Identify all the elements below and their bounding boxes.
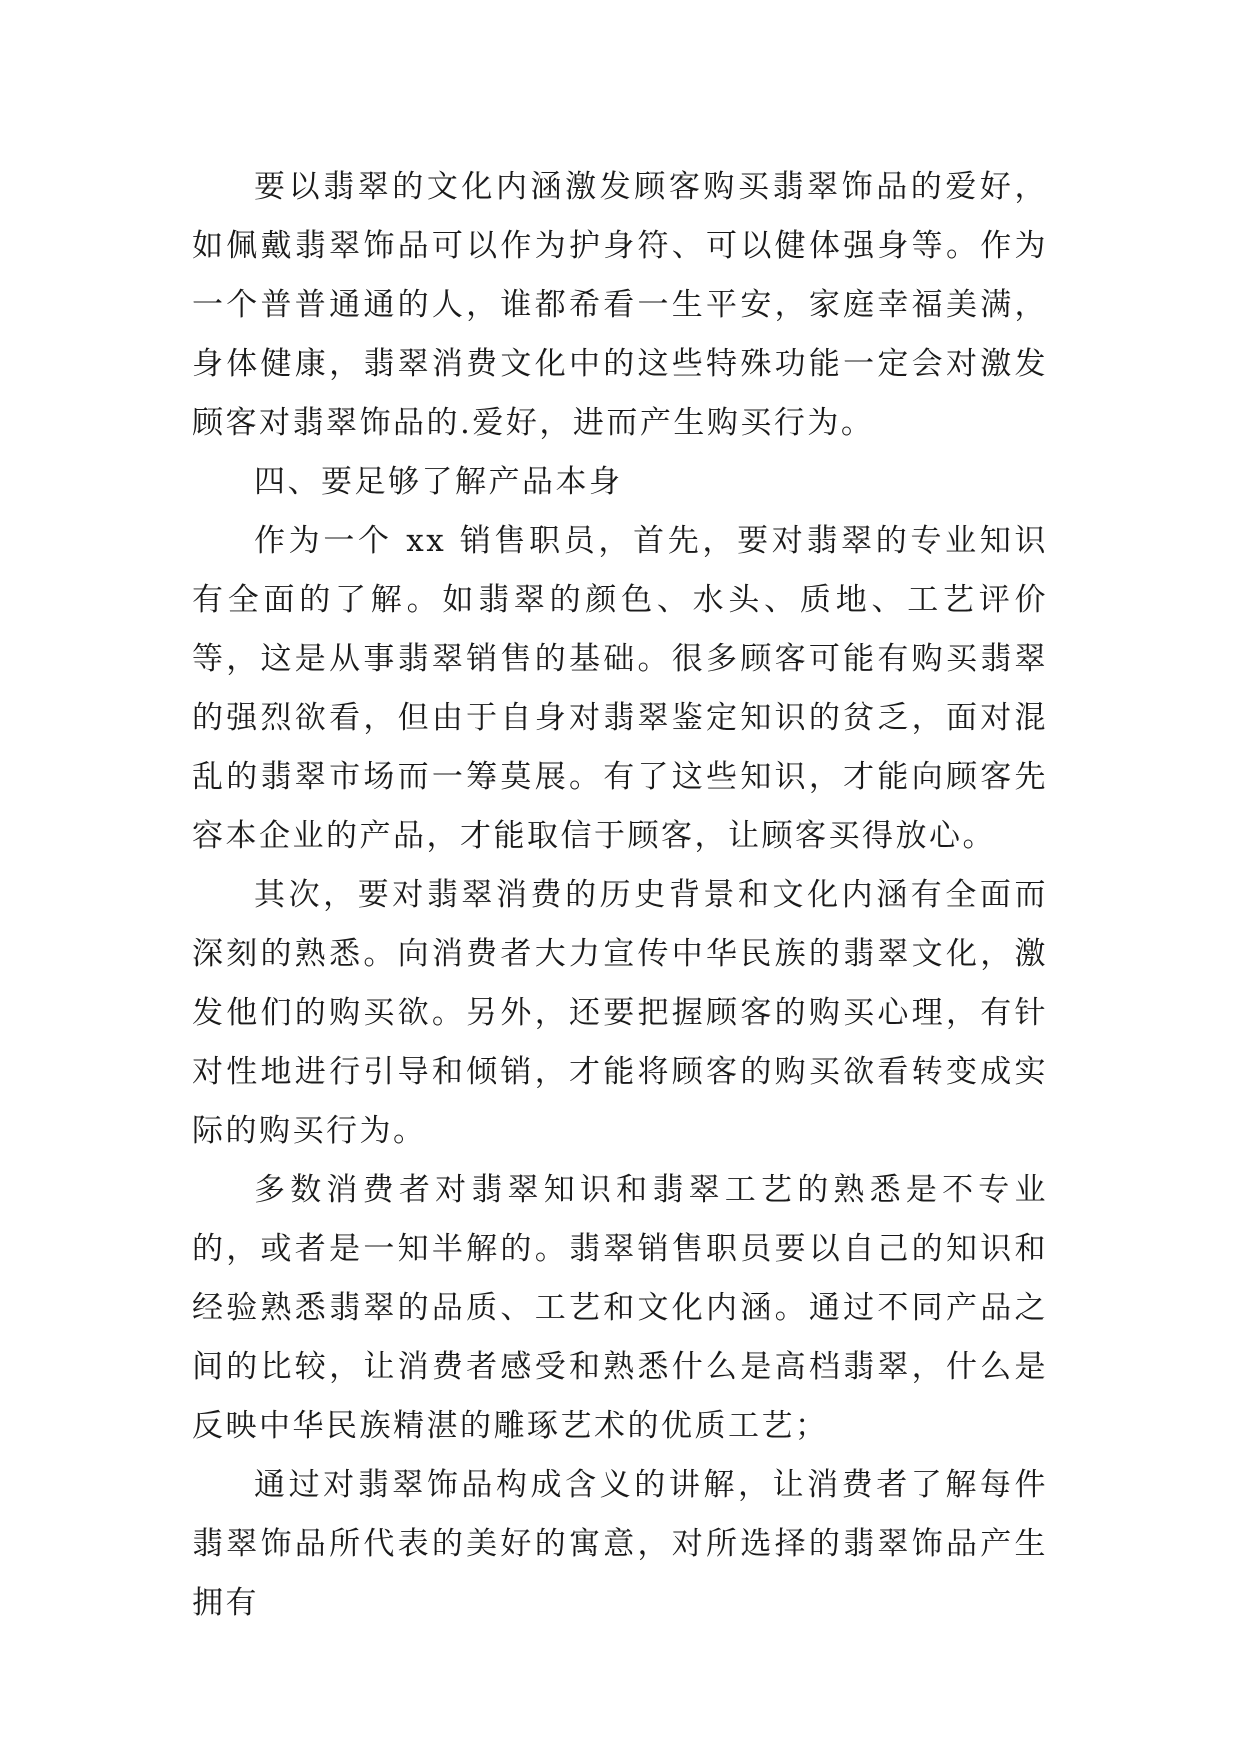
section-heading: 四、要足够了解产品本身 <box>254 464 623 500</box>
paragraph-knowledge: 作为一个 xx 销售职员，首先，要对翡翠的专业知识有全面的了解。如翡翠的颜色、水头、质地、工艺评价等，这是从事翡翠销售的基础。很多顾客可能有购买翡翠的强烈欲看，但由于自身对翡翠鉴定知识的贫乏，面对混乱的翡翠市场而一筹莫展。有了这些知识，才能向顾客先容本企业的产品，才能取信于顾客，让顾客买得放心。 <box>192 523 1048 854</box>
document-body <box>192 158 1048 1633</box>
paragraph-history: 其次，要对翡翠消费的历史背景和文化内涵有全面而深刻的熟悉。向消费者大力宣传中华民族的翡翠文化，激发他们的购买欲。另外，还要把握顾客的购买心理，有针对性地进行引导和倾销，才能将顾客的购买欲看转变成实际的购买行为。 <box>192 877 1048 1149</box>
paragraph-meaning: 通过对翡翠饰品构成含义的讲解，让消费者了解每件翡翠饰品所代表的美好的寓意，对所选择的翡翠饰品产生拥有 <box>192 1467 1048 1621</box>
paragraph-consumers: 多数消费者对翡翠知识和翡翠工艺的熟悉是不专业的，或者是一知半解的。翡翠销售职员要以自己的知识和经验熟悉翡翠的品质、工艺和文化内涵。通过不同产品之间的比较，让消费者感受和熟悉什么是高档翡翠，什么是反映中华民族精湛的雕琢艺术的优质工艺； <box>192 1172 1048 1444</box>
paragraph-culture: 要以翡翠的文化内涵激发顾客购买翡翠饰品的爱好，如佩戴翡翠饰品可以作为护身符、可以健体强身等。作为一个普普通通的人，谁都希看一生平安，家庭幸福美满，身体健康，翡翠消费文化中的这些特殊功能一定会对激发顾客对翡翠饰品的.爱好，进而产生购买行为。 <box>192 169 1048 441</box>
